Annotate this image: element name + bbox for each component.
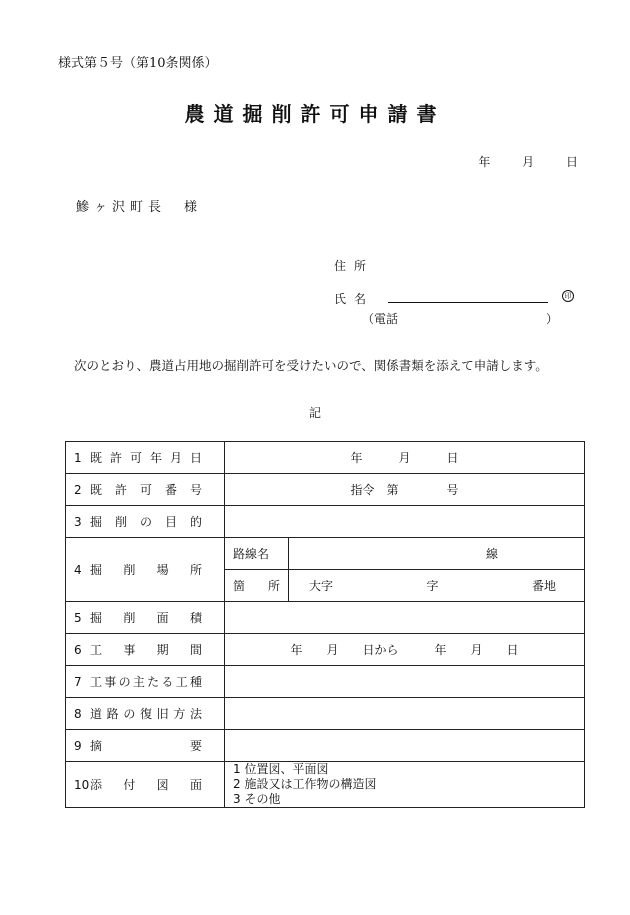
row-number: 9 [74, 739, 82, 753]
row-label [66, 474, 225, 506]
row-title: 既許可年月日 [90, 451, 202, 465]
table-row [66, 762, 585, 808]
row-number: 1 [74, 451, 82, 465]
row-label [66, 538, 225, 602]
route-name-field [289, 538, 585, 570]
row-title: 掘削の目的 [90, 515, 202, 529]
area-field [225, 602, 585, 634]
list-item: 1 位置図、平面図 [233, 762, 329, 776]
application-table [65, 441, 585, 808]
oaza-label: 大字 [309, 579, 334, 593]
row-label [66, 762, 225, 808]
row-title: 摘要 [90, 739, 202, 753]
row-number: 3 [74, 515, 82, 529]
route-name-label: 路線名 [225, 538, 289, 570]
row-number: 4 [74, 563, 82, 577]
purpose-field [225, 506, 585, 538]
table-row [66, 506, 585, 538]
row-label [66, 634, 225, 666]
row-label [66, 506, 225, 538]
attachments-list [225, 762, 585, 808]
row-title: 添付図面 [90, 778, 202, 792]
aza-label: 字 [426, 579, 439, 593]
row-title: 掘削面積 [90, 611, 202, 625]
name-underline [388, 302, 548, 303]
addressee: 鰺ヶ沢町長 様 [76, 200, 203, 215]
row-number: 2 [74, 483, 82, 497]
row-title: 工事期間 [90, 643, 202, 657]
table-row [66, 474, 585, 506]
work-type-field [225, 666, 585, 698]
page-title: 農道掘削許可申請書 [184, 102, 446, 126]
form-number: 様式第５号（第10条関係） [58, 56, 218, 71]
row-title: 掘削場所 [90, 563, 202, 577]
table-row [66, 442, 585, 474]
list-item: 2 施設又は工作物の構造図 [233, 777, 377, 791]
seal-icon: 印 [562, 290, 574, 302]
restoration-method-field [225, 698, 585, 730]
table-row [66, 666, 585, 698]
address-label: 住所 [334, 259, 375, 273]
row-title: 道路の復旧方法 [90, 707, 202, 721]
row-title: 工事の主たる工種 [90, 675, 202, 689]
location-field [289, 570, 585, 602]
table-row [66, 634, 585, 666]
row-label [66, 442, 225, 474]
ki-heading: 記 [308, 406, 321, 420]
row-number: 10 [74, 778, 90, 792]
name-label: 氏名 [334, 292, 375, 306]
table-row [66, 538, 585, 570]
prior-permit-date-field: 年 月 日 [225, 442, 585, 474]
intro-text: 次のとおり、農道占用地の掘削許可を受けたいので、関係書類を添えて申請します。 [74, 358, 548, 373]
phone-close-paren: ） [546, 312, 559, 326]
table-row [66, 602, 585, 634]
row-label [66, 730, 225, 762]
row-number: 8 [74, 707, 82, 721]
application-date: 年 月 日 [478, 155, 578, 169]
table-row [66, 698, 585, 730]
row-label [66, 698, 225, 730]
row-title: 既許可番号 [90, 483, 202, 497]
route-suffix: 線 [485, 547, 498, 561]
row-label [66, 666, 225, 698]
row-number: 5 [74, 611, 82, 625]
remarks-field [225, 730, 585, 762]
banchi-label: 番地 [531, 579, 556, 593]
table-row [66, 730, 585, 762]
row-number: 6 [74, 643, 82, 657]
construction-period-field: 年 月 日から 年 月 日 [225, 634, 585, 666]
location-label: 箇所 [225, 570, 289, 602]
row-number: 7 [74, 675, 82, 689]
row-label [66, 602, 225, 634]
list-item: 3 その他 [233, 792, 281, 806]
phone-label: （電話 [362, 312, 399, 326]
prior-permit-number-field: 指令 第 号 [225, 474, 585, 506]
